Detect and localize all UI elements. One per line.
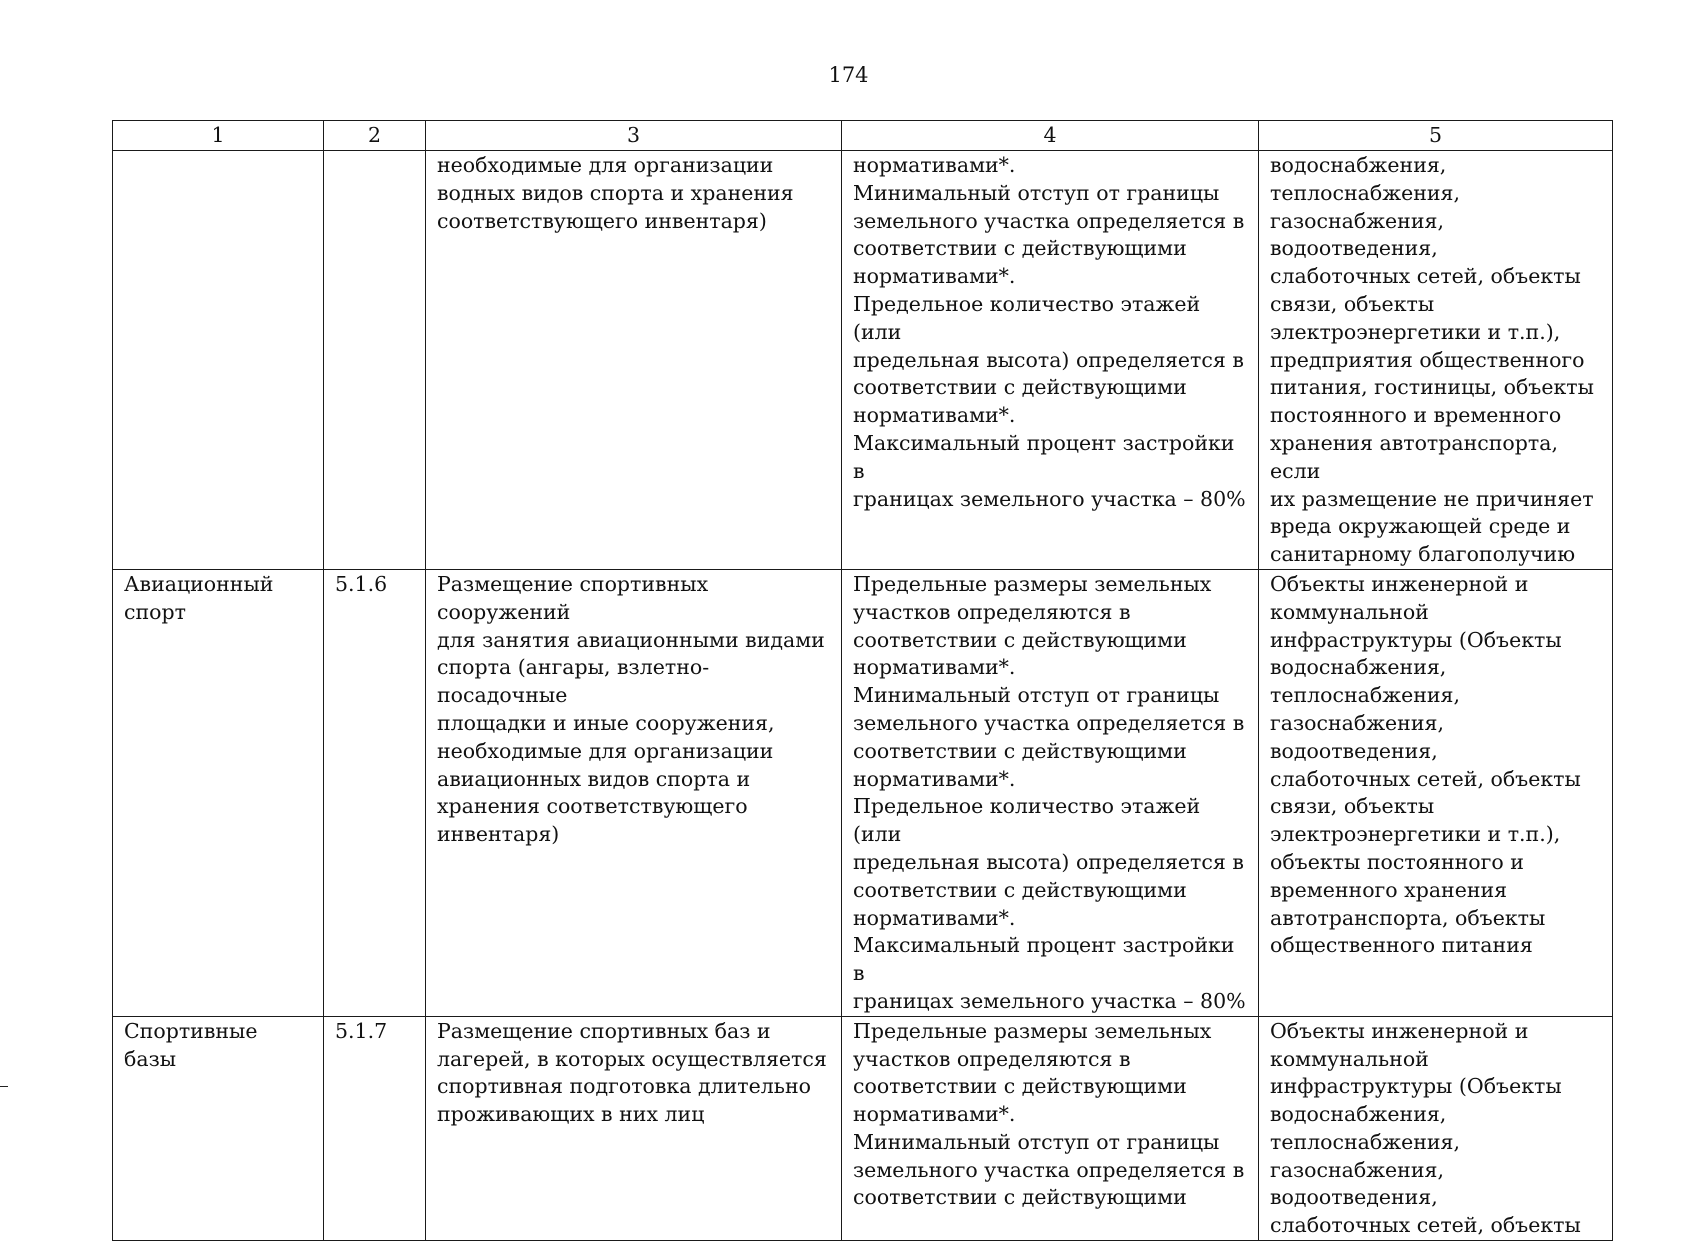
table-row	[113, 1016, 1613, 1240]
column-header-4: 4	[842, 121, 1259, 151]
column-header-2: 2	[324, 121, 426, 151]
column-header-1: 1	[113, 121, 324, 151]
table-row	[113, 569, 1613, 1016]
use-code-cell: 5.1.6	[324, 569, 426, 1016]
auxiliary-uses-cell: Объекты инженерной и коммунальной инфраструктуры (Объекты водоснабжения, теплоснабжения, газоснабжения, водоотведения, слаботочных сетей, объекты	[1259, 1016, 1613, 1240]
parameters-cell: нормативами*. Минимальный отступ от границы земельного участка определяется в соответствии с действующими нормативами*. Предельное количество этажей (или предельная высота) определяется в соответствии с действующими нормативами*. Максимальный процент застройки в границах земельного участка – 80%	[842, 151, 1259, 570]
column-header-3: 3	[426, 121, 842, 151]
table-row	[113, 151, 1613, 570]
use-description-cell: необходимые для организации водных видов спорта и хранения соответствующего инвентаря)	[426, 151, 842, 570]
use-code-cell: 5.1.7	[324, 1016, 426, 1240]
parameters-cell: Предельные размеры земельных участков определяются в соответствии с действующими нормативами*. Минимальный отступ от границы земельного участка определяется в соответствии с действующими	[842, 1016, 1259, 1240]
parameters-cell: Предельные размеры земельных участков определяются в соответствии с действующими нормативами*. Минимальный отступ от границы земельного участка определяется в соответствии с действующими нормативами*. Предельное количество этажей (или предельная высота) определяется в соответствии с действующими нормативами*. Максимальный процент застройки в границах земельного участка – 80%	[842, 569, 1259, 1016]
table-header-row	[113, 121, 1613, 151]
use-name-cell: Авиационный спорт	[113, 569, 324, 1016]
column-header-5: 5	[1259, 121, 1613, 151]
margin-mark	[0, 1086, 8, 1087]
zoning-table	[112, 120, 1613, 1241]
use-name-cell	[113, 151, 324, 570]
auxiliary-uses-cell: Объекты инженерной и коммунальной инфраструктуры (Объекты водоснабжения, теплоснабжения, газоснабжения, водоотведения, слаботочных сетей, объекты связи, объекты электроэнергетики и т.п.), объекты постоянного и временного хранения автотранспорта, объекты общественного питания	[1259, 569, 1613, 1016]
auxiliary-uses-cell: водоснабжения, теплоснабжения, газоснабжения, водоотведения, слаботочных сетей, объекты связи, объекты электроэнергетики и т.п.), предприятия общественного питания, гостиницы, объекты постоянного и временного хранения автотранспорта, если их размещение не причиняет вреда окружающей среде и санитарному благополучию	[1259, 151, 1613, 570]
use-name-cell: Спортивные базы	[113, 1016, 324, 1240]
use-code-cell	[324, 151, 426, 570]
use-description-cell: Размещение спортивных сооружений для занятия авиационными видами спорта (ангары, взлетно-посадочные площадки и иные сооружения, необходимые для организации авиационных видов спорта и хранения соответствующего инвентаря)	[426, 569, 842, 1016]
page-number: 174	[828, 63, 869, 87]
use-description-cell: Размещение спортивных баз и лагерей, в которых осуществляется спортивная подготовка длительно проживающих в них лиц	[426, 1016, 842, 1240]
